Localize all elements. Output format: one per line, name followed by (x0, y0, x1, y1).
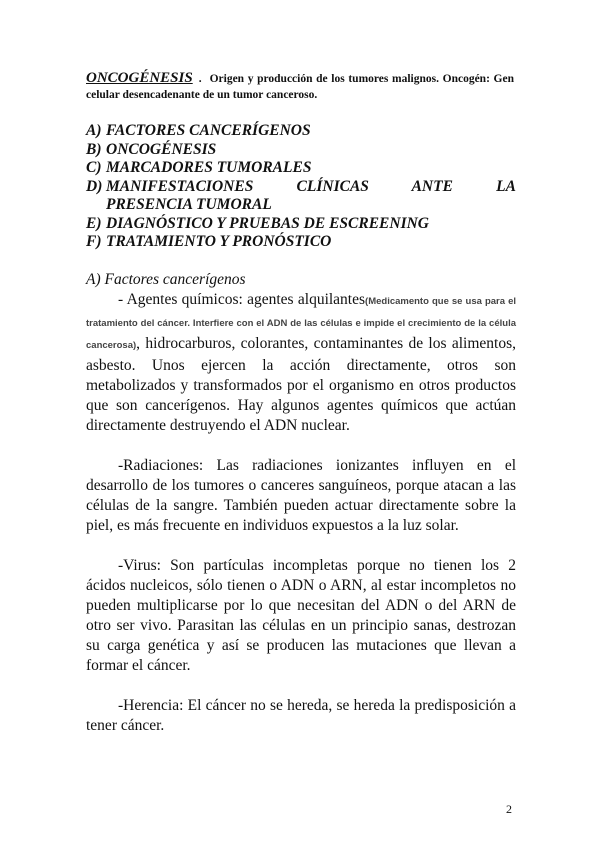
index-item-label: C) (86, 159, 102, 176)
index-item-label: A) (86, 122, 102, 139)
title-dot: . (198, 73, 202, 85)
section-factores (86, 270, 516, 736)
index-item (86, 178, 516, 215)
index-item-text-line2: PRESENCIA TUMORAL (106, 196, 272, 213)
index-item-label: D) (86, 177, 103, 195)
index-item (86, 122, 516, 141)
index-item (86, 215, 516, 234)
document-title: ONCOGÉNESIS (86, 70, 193, 86)
index-item-label: B) (86, 140, 102, 158)
paragraph-quimicos (86, 290, 516, 436)
quimicos-rest: , hidrocarburos, colorantes, contaminantes de los alimentos, asbesto. Unos ejercen la acción directamente, otros son metabolizados y transformados por el organismo en otros productos que son cancerígenos. Hay algunos agentes químicos que actúan directamente destruyendo el ADN nuclear. (86, 335, 516, 434)
index-item-label: F) (86, 233, 102, 250)
index-item-text-line1: MANIFESTACIONES CLÍNICAS ANTE LA (106, 177, 516, 195)
quimicos-start: - Agentes químicos: agentes alquilantes (118, 291, 366, 308)
paragraph-virus: -Virus: Son partículas incompletas porque no tienen los 2 ácidos nucleicos, sólo tienen o ADN o ARN, al estar incompletos no pueden multiplicarse por lo que necesitan del ADN o del ARN de otro ser vivo. Parasitan las células en un principio sanas, destrozan su carga genética y así se producen las mutaciones que llevan a formar el cáncer. (86, 557, 516, 674)
index-item (86, 233, 516, 252)
index-item-text: MARCADORES TUMORALES (106, 159, 312, 176)
index-item-text-multiline (106, 178, 516, 215)
topic-index (86, 122, 516, 252)
index-item-label: E) (86, 214, 102, 232)
page-number: 2 (506, 802, 512, 816)
index-item-text: TRATAMIENTO Y PRONÓSTICO (106, 233, 332, 250)
index-item (86, 141, 516, 160)
paragraph-radiaciones: -Radiaciones: Las radiaciones ionizantes influyen en el desarrollo de los tumores o canceres sanguíneos, porque atacan a las células de la sangre. También pueden actuar directamente sobre la piel, es más frecuente en individuos expuestos a la luz solar. (86, 457, 516, 534)
paragraph-herencia: -Herencia: El cáncer no se hereda, se hereda la predisposición a tener cáncer. (86, 697, 516, 734)
section-title: A) Factores cancerígenos (86, 271, 246, 288)
document-header (86, 70, 514, 103)
header-description: Origen y producción de los tumores malignos. Oncogén: Gen celular desencadenante de un tumor canceroso. (86, 73, 514, 101)
index-item (86, 159, 516, 178)
index-item-text: ONCOGÉNESIS (106, 140, 217, 158)
alquilantes-note: (Medicamento que se usa para el tratamiento del cáncer. Interfiere con el ADN de las células e impide el crecimiento de la célula cancerosa) (86, 296, 516, 351)
index-item-text: DIAGNÓSTICO Y PRUEBAS DE ESCREENING (106, 214, 430, 232)
index-item-text: FACTORES CANCERÍGENOS (106, 122, 311, 139)
